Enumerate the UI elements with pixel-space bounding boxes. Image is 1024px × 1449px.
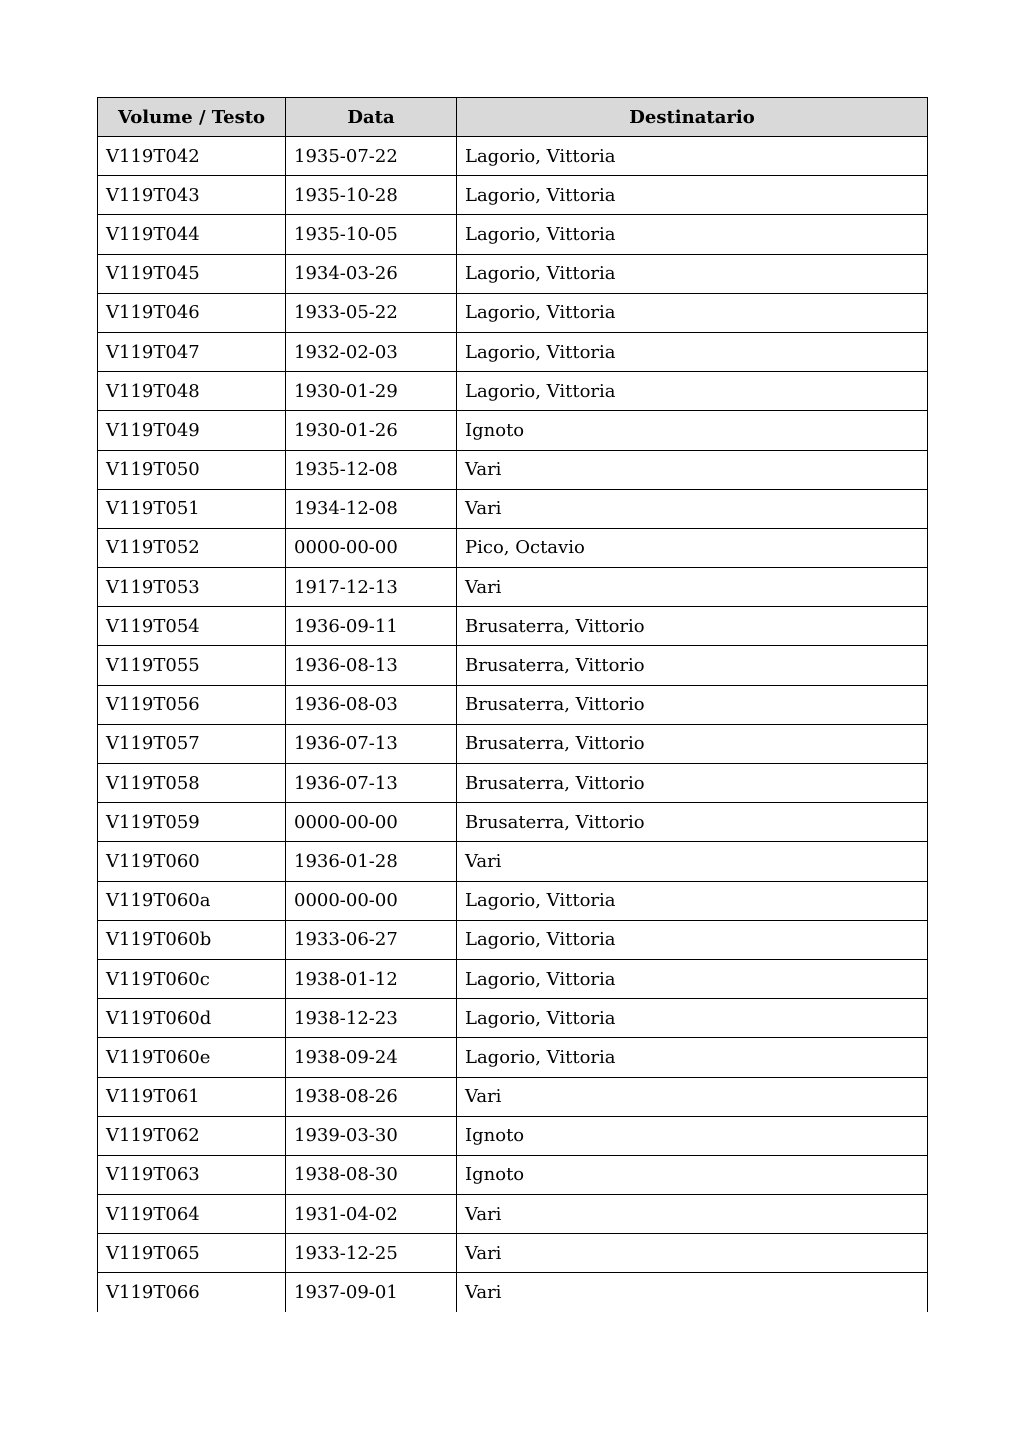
cell-data: 1934-03-26 bbox=[286, 254, 457, 293]
header-volume-testo: Volume / Testo bbox=[98, 98, 286, 137]
table-row bbox=[98, 1234, 928, 1273]
table-row bbox=[98, 842, 928, 881]
cell-volume-testo: V119T063 bbox=[98, 1155, 286, 1194]
table-row bbox=[98, 999, 928, 1038]
cell-destinatario: Lagorio, Vittoria bbox=[457, 332, 928, 371]
cell-volume-testo: V119T061 bbox=[98, 1077, 286, 1116]
cell-volume-testo: V119T051 bbox=[98, 489, 286, 528]
cell-destinatario: Brusaterra, Vittorio bbox=[457, 646, 928, 685]
cell-volume-testo: V119T046 bbox=[98, 293, 286, 332]
cell-data: 1932-02-03 bbox=[286, 332, 457, 371]
table-row bbox=[98, 411, 928, 450]
cell-destinatario: Lagorio, Vittoria bbox=[457, 959, 928, 998]
cell-data: 1939-03-30 bbox=[286, 1116, 457, 1155]
cell-destinatario: Vari bbox=[457, 568, 928, 607]
cell-volume-testo: V119T045 bbox=[98, 254, 286, 293]
table-row bbox=[98, 920, 928, 959]
table-header bbox=[98, 98, 928, 137]
cell-data: 1933-05-22 bbox=[286, 293, 457, 332]
cell-volume-testo: V119T066 bbox=[98, 1273, 286, 1312]
cell-data: 0000-00-00 bbox=[286, 528, 457, 567]
cell-data: 0000-00-00 bbox=[286, 881, 457, 920]
cell-destinatario: Lagorio, Vittoria bbox=[457, 176, 928, 215]
cell-data: 1936-08-13 bbox=[286, 646, 457, 685]
cell-volume-testo: V119T060b bbox=[98, 920, 286, 959]
cell-volume-testo: V119T053 bbox=[98, 568, 286, 607]
cell-data: 1936-07-13 bbox=[286, 724, 457, 763]
cell-data: 1936-09-11 bbox=[286, 607, 457, 646]
cell-volume-testo: V119T042 bbox=[98, 137, 286, 176]
table-row bbox=[98, 1038, 928, 1077]
cell-data: 1930-01-29 bbox=[286, 372, 457, 411]
letters-table bbox=[97, 97, 928, 1312]
table-row bbox=[98, 959, 928, 998]
table-row bbox=[98, 1155, 928, 1194]
table-row bbox=[98, 1195, 928, 1234]
cell-volume-testo: V119T060e bbox=[98, 1038, 286, 1077]
cell-destinatario: Lagorio, Vittoria bbox=[457, 920, 928, 959]
table-row bbox=[98, 607, 928, 646]
cell-volume-testo: V119T060d bbox=[98, 999, 286, 1038]
cell-destinatario: Vari bbox=[457, 1273, 928, 1312]
cell-volume-testo: V119T062 bbox=[98, 1116, 286, 1155]
cell-data: 1931-04-02 bbox=[286, 1195, 457, 1234]
cell-data: 1930-01-26 bbox=[286, 411, 457, 450]
table-row bbox=[98, 724, 928, 763]
header-row bbox=[98, 98, 928, 137]
cell-data: 1937-09-01 bbox=[286, 1273, 457, 1312]
cell-volume-testo: V119T055 bbox=[98, 646, 286, 685]
cell-data: 1933-12-25 bbox=[286, 1234, 457, 1273]
table-row bbox=[98, 1077, 928, 1116]
cell-destinatario: Lagorio, Vittoria bbox=[457, 999, 928, 1038]
cell-volume-testo: V119T060 bbox=[98, 842, 286, 881]
table-row bbox=[98, 293, 928, 332]
cell-destinatario: Pico, Octavio bbox=[457, 528, 928, 567]
cell-data: 1935-12-08 bbox=[286, 450, 457, 489]
cell-destinatario: Ignoto bbox=[457, 1116, 928, 1155]
cell-destinatario: Lagorio, Vittoria bbox=[457, 372, 928, 411]
table-row bbox=[98, 764, 928, 803]
table-row bbox=[98, 1116, 928, 1155]
cell-destinatario: Vari bbox=[457, 842, 928, 881]
cell-destinatario: Brusaterra, Vittorio bbox=[457, 803, 928, 842]
cell-volume-testo: V119T050 bbox=[98, 450, 286, 489]
table-row bbox=[98, 137, 928, 176]
cell-data: 1934-12-08 bbox=[286, 489, 457, 528]
cell-data: 1936-01-28 bbox=[286, 842, 457, 881]
cell-volume-testo: V119T058 bbox=[98, 764, 286, 803]
cell-volume-testo: V119T044 bbox=[98, 215, 286, 254]
cell-destinatario: Vari bbox=[457, 1234, 928, 1273]
cell-destinatario: Brusaterra, Vittorio bbox=[457, 724, 928, 763]
cell-data: 1935-10-28 bbox=[286, 176, 457, 215]
cell-volume-testo: V119T043 bbox=[98, 176, 286, 215]
cell-destinatario: Brusaterra, Vittorio bbox=[457, 607, 928, 646]
cell-destinatario: Lagorio, Vittoria bbox=[457, 254, 928, 293]
cell-data: 1935-10-05 bbox=[286, 215, 457, 254]
cell-data: 1938-12-23 bbox=[286, 999, 457, 1038]
cell-destinatario: Lagorio, Vittoria bbox=[457, 137, 928, 176]
cell-data: 1936-07-13 bbox=[286, 764, 457, 803]
table-row bbox=[98, 489, 928, 528]
cell-volume-testo: V119T056 bbox=[98, 685, 286, 724]
table-row bbox=[98, 881, 928, 920]
cell-destinatario: Vari bbox=[457, 1195, 928, 1234]
cell-destinatario: Vari bbox=[457, 1077, 928, 1116]
header-destinatario: Destinatario bbox=[457, 98, 928, 137]
header-data: Data bbox=[286, 98, 457, 137]
cell-data: 1938-01-12 bbox=[286, 959, 457, 998]
table-row bbox=[98, 450, 928, 489]
cell-destinatario: Brusaterra, Vittorio bbox=[457, 764, 928, 803]
cell-volume-testo: V119T060a bbox=[98, 881, 286, 920]
cell-volume-testo: V119T060c bbox=[98, 959, 286, 998]
table-row bbox=[98, 215, 928, 254]
table-row bbox=[98, 176, 928, 215]
cell-destinatario: Ignoto bbox=[457, 1155, 928, 1194]
table-row bbox=[98, 1273, 928, 1312]
cell-destinatario: Lagorio, Vittoria bbox=[457, 881, 928, 920]
cell-destinatario: Vari bbox=[457, 489, 928, 528]
cell-destinatario: Lagorio, Vittoria bbox=[457, 1038, 928, 1077]
cell-destinatario: Ignoto bbox=[457, 411, 928, 450]
cell-volume-testo: V119T054 bbox=[98, 607, 286, 646]
cell-volume-testo: V119T064 bbox=[98, 1195, 286, 1234]
cell-data: 1933-06-27 bbox=[286, 920, 457, 959]
table-row bbox=[98, 803, 928, 842]
table-row bbox=[98, 528, 928, 567]
table-row bbox=[98, 254, 928, 293]
cell-volume-testo: V119T052 bbox=[98, 528, 286, 567]
cell-volume-testo: V119T059 bbox=[98, 803, 286, 842]
cell-data: 0000-00-00 bbox=[286, 803, 457, 842]
table-row bbox=[98, 646, 928, 685]
cell-volume-testo: V119T048 bbox=[98, 372, 286, 411]
cell-destinatario: Lagorio, Vittoria bbox=[457, 293, 928, 332]
cell-data: 1938-08-30 bbox=[286, 1155, 457, 1194]
table-body bbox=[98, 137, 928, 1313]
table-row bbox=[98, 332, 928, 371]
cell-volume-testo: V119T057 bbox=[98, 724, 286, 763]
cell-data: 1938-09-24 bbox=[286, 1038, 457, 1077]
cell-data: 1917-12-13 bbox=[286, 568, 457, 607]
cell-destinatario: Vari bbox=[457, 450, 928, 489]
cell-volume-testo: V119T047 bbox=[98, 332, 286, 371]
cell-destinatario: Brusaterra, Vittorio bbox=[457, 685, 928, 724]
cell-data: 1936-08-03 bbox=[286, 685, 457, 724]
cell-data: 1935-07-22 bbox=[286, 137, 457, 176]
table-row bbox=[98, 372, 928, 411]
cell-volume-testo: V119T065 bbox=[98, 1234, 286, 1273]
table-row bbox=[98, 685, 928, 724]
cell-data: 1938-08-26 bbox=[286, 1077, 457, 1116]
cell-volume-testo: V119T049 bbox=[98, 411, 286, 450]
table-row bbox=[98, 568, 928, 607]
cell-destinatario: Lagorio, Vittoria bbox=[457, 215, 928, 254]
